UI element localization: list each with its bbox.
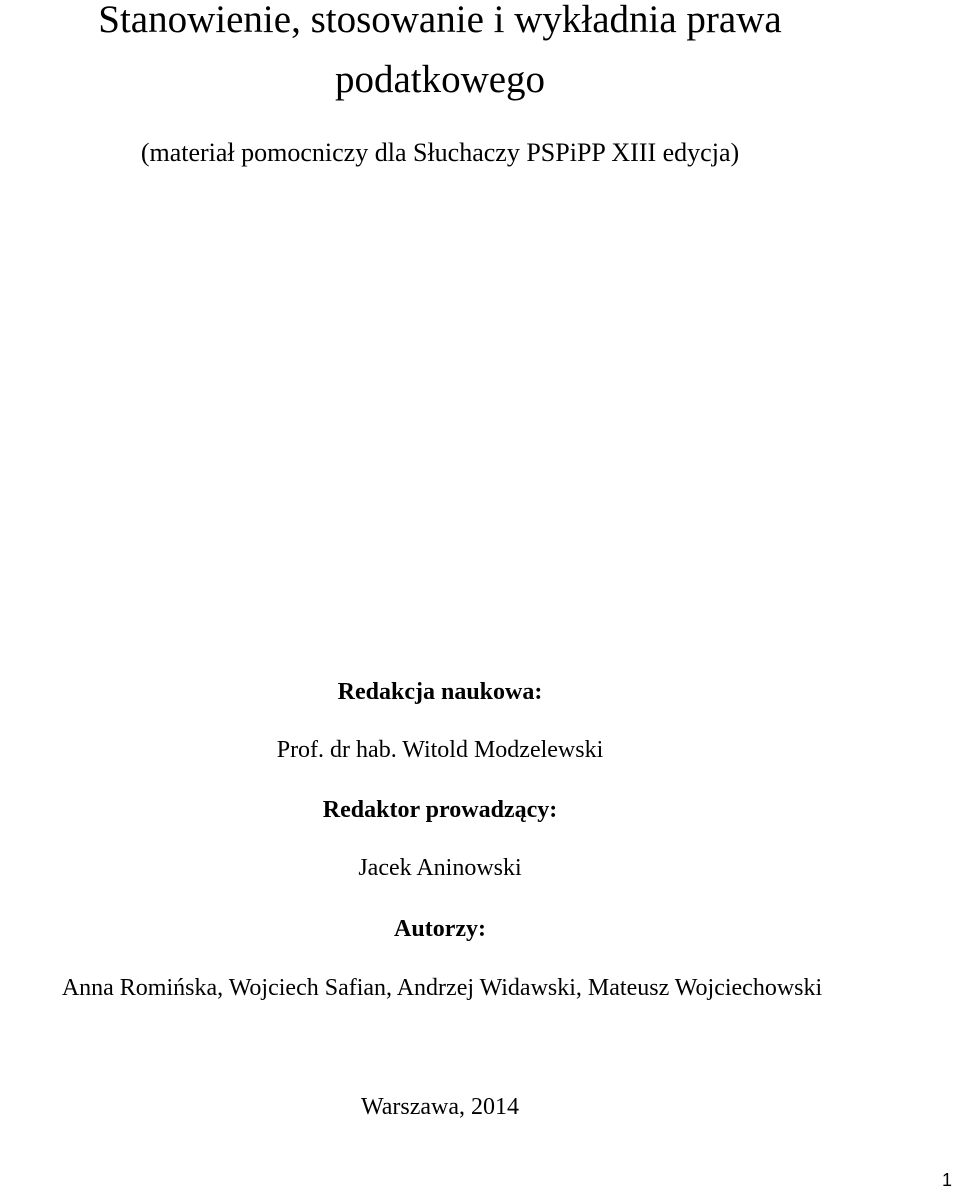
lead-editor-name: Jacek Aninowski bbox=[358, 855, 522, 881]
page-number: 1 bbox=[941, 1170, 952, 1190]
authors-list: Anna Romińska, Wojciech Safian, Andrzej Widawski, Mateusz Wojciechowski bbox=[61, 975, 823, 1001]
title-line-1: Stanowienie, stosowanie i wykładnia prawa bbox=[98, 0, 782, 41]
authors-label: Autorzy: bbox=[394, 916, 486, 942]
scientific-editor-name: Prof. dr hab. Witold Modzelewski bbox=[276, 737, 604, 763]
place-and-date: Warszawa, 2014 bbox=[360, 1094, 519, 1120]
title-line-2: podatkowego bbox=[334, 58, 546, 101]
lead-editor-label: Redaktor prowadzący: bbox=[322, 797, 558, 823]
scientific-editor-label: Redakcja naukowa: bbox=[337, 679, 543, 705]
subtitle: (materiał pomocniczy dla Słuchaczy PSPiPP XIII edycja) bbox=[140, 138, 740, 167]
